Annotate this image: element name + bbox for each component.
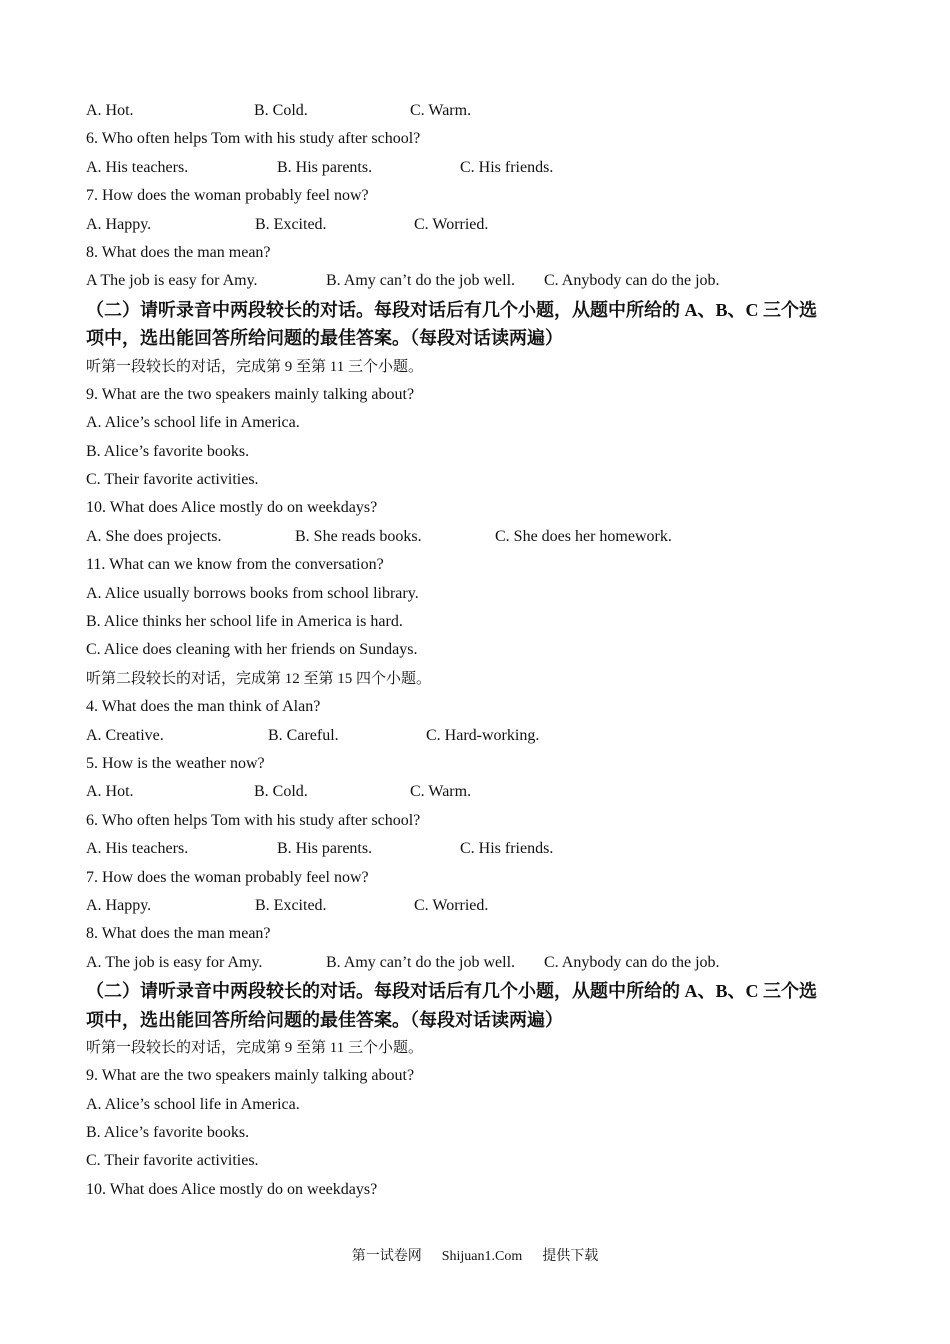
option-c: C. Worried. — [414, 896, 489, 914]
option-c: C. She does her homework. — [495, 527, 672, 545]
option-c: C. Anybody can do the job. — [544, 272, 720, 290]
option-a: A. She does projects. — [86, 527, 222, 545]
option-b: B. Amy can’t do the job well. — [326, 953, 516, 971]
option-row — [86, 722, 876, 750]
option-line: B. Alice’s favorite books. — [86, 1124, 250, 1142]
option-b: B. She reads books. — [295, 527, 422, 545]
instruction-line: 听第一段较长的对话，完成第 9 至第 11 三个小题。 — [86, 358, 423, 375]
question-line: 6. Who often helps Tom with his study after school? — [86, 811, 421, 829]
question-line: 5. How is the weather now? — [86, 754, 265, 772]
footer-note: 提供下载 — [542, 1249, 599, 1264]
option-a: A. Happy. — [86, 896, 152, 914]
option-b: B. Cold. — [254, 783, 308, 801]
question-line: 9. What are the two speakers mainly talking about? — [86, 1067, 415, 1085]
option-row — [86, 892, 876, 920]
option-c: C. Warm. — [410, 783, 472, 801]
option-line: A. Alice usually borrows books from school library. — [86, 584, 419, 602]
option-row — [86, 949, 876, 977]
option-c: C. His friends. — [460, 158, 554, 176]
option-row — [86, 154, 876, 182]
question-line: 8. What does the man mean? — [86, 925, 271, 943]
option-b: B. Amy can’t do the job well. — [326, 272, 516, 290]
option-c: C. Anybody can do the job. — [544, 953, 720, 971]
option-b: B. His parents. — [277, 158, 373, 176]
option-c: C. Warm. — [410, 102, 472, 119]
footer-site-name: 第一试卷网 — [351, 1249, 422, 1264]
question-line: 8. What does the man mean? — [86, 243, 271, 261]
option-c: C. Hard-working. — [426, 726, 540, 744]
section-heading: （二）请听录音中两段较长的对话。每段对话后有几个小题，从题中所给的 A、B、C 三个选 — [86, 981, 817, 1002]
question-line: 6. Who often helps Tom with his study after school? — [86, 130, 421, 148]
option-row — [86, 97, 876, 125]
option-a: A. Hot. — [86, 102, 134, 119]
option-row — [86, 523, 876, 551]
option-line: C. Their favorite activities. — [86, 1152, 259, 1170]
footer-site-domain: Shijuan1.Com — [441, 1249, 523, 1264]
option-b: B. Cold. — [254, 102, 308, 119]
option-a: A. Happy. — [86, 215, 152, 233]
option-a: A. His teachers. — [86, 158, 189, 176]
option-c: C. His friends. — [460, 840, 554, 858]
option-b: B. His parents. — [277, 840, 373, 858]
option-line: C. Their favorite activities. — [86, 471, 259, 489]
option-row — [86, 778, 876, 806]
option-b: B. Careful. — [268, 726, 339, 744]
option-line: A. Alice’s school life in America. — [86, 1095, 300, 1113]
option-line: A. Alice’s school life in America. — [86, 414, 300, 432]
instruction-line: 听第二段较长的对话，完成第 12 至第 15 四个小题。 — [86, 670, 432, 687]
option-a: A. Hot. — [86, 783, 134, 801]
question-line: 7. How does the woman probably feel now? — [86, 868, 369, 886]
option-line: C. Alice does cleaning with her friends on Sundays. — [86, 641, 418, 659]
instruction-line: 听第一段较长的对话，完成第 9 至第 11 三个小题。 — [86, 1039, 423, 1056]
option-a: A. The job is easy for Amy. — [86, 953, 263, 971]
question-line: 11. What can we know from the conversation? — [86, 556, 384, 574]
option-a: A. Creative. — [86, 726, 164, 744]
question-line: 10. What does Alice mostly do on weekdays? — [86, 1180, 378, 1198]
option-row — [86, 835, 876, 863]
option-line: B. Alice’s favorite books. — [86, 442, 250, 460]
option-a: A The job is easy for Amy. — [86, 272, 258, 290]
option-c: C. Worried. — [414, 215, 489, 233]
document-body — [86, 97, 876, 1204]
question-line: 4. What does the man think of Alan? — [86, 698, 321, 716]
option-b: B. Excited. — [255, 896, 327, 914]
question-line: 10. What does Alice mostly do on weekdays? — [86, 499, 378, 517]
section-heading: （二）请听录音中两段较长的对话。每段对话后有几个小题，从题中所给的 A、B、C 三个选 — [86, 299, 817, 320]
option-line: B. Alice thinks her school life in America is hard. — [86, 613, 403, 631]
option-row — [86, 267, 876, 295]
page-footer — [0, 1245, 950, 1265]
option-a: A. His teachers. — [86, 840, 189, 858]
option-b: B. Excited. — [255, 215, 327, 233]
section-heading: 项中，选出能回答所给问题的最佳答案。（每段对话读两遍） — [86, 328, 563, 349]
question-line: 7. How does the woman probably feel now? — [86, 187, 369, 205]
section-heading: 项中，选出能回答所给问题的最佳答案。（每段对话读两遍） — [86, 1009, 563, 1030]
option-row — [86, 211, 876, 239]
question-line: 9. What are the two speakers mainly talking about? — [86, 385, 415, 403]
